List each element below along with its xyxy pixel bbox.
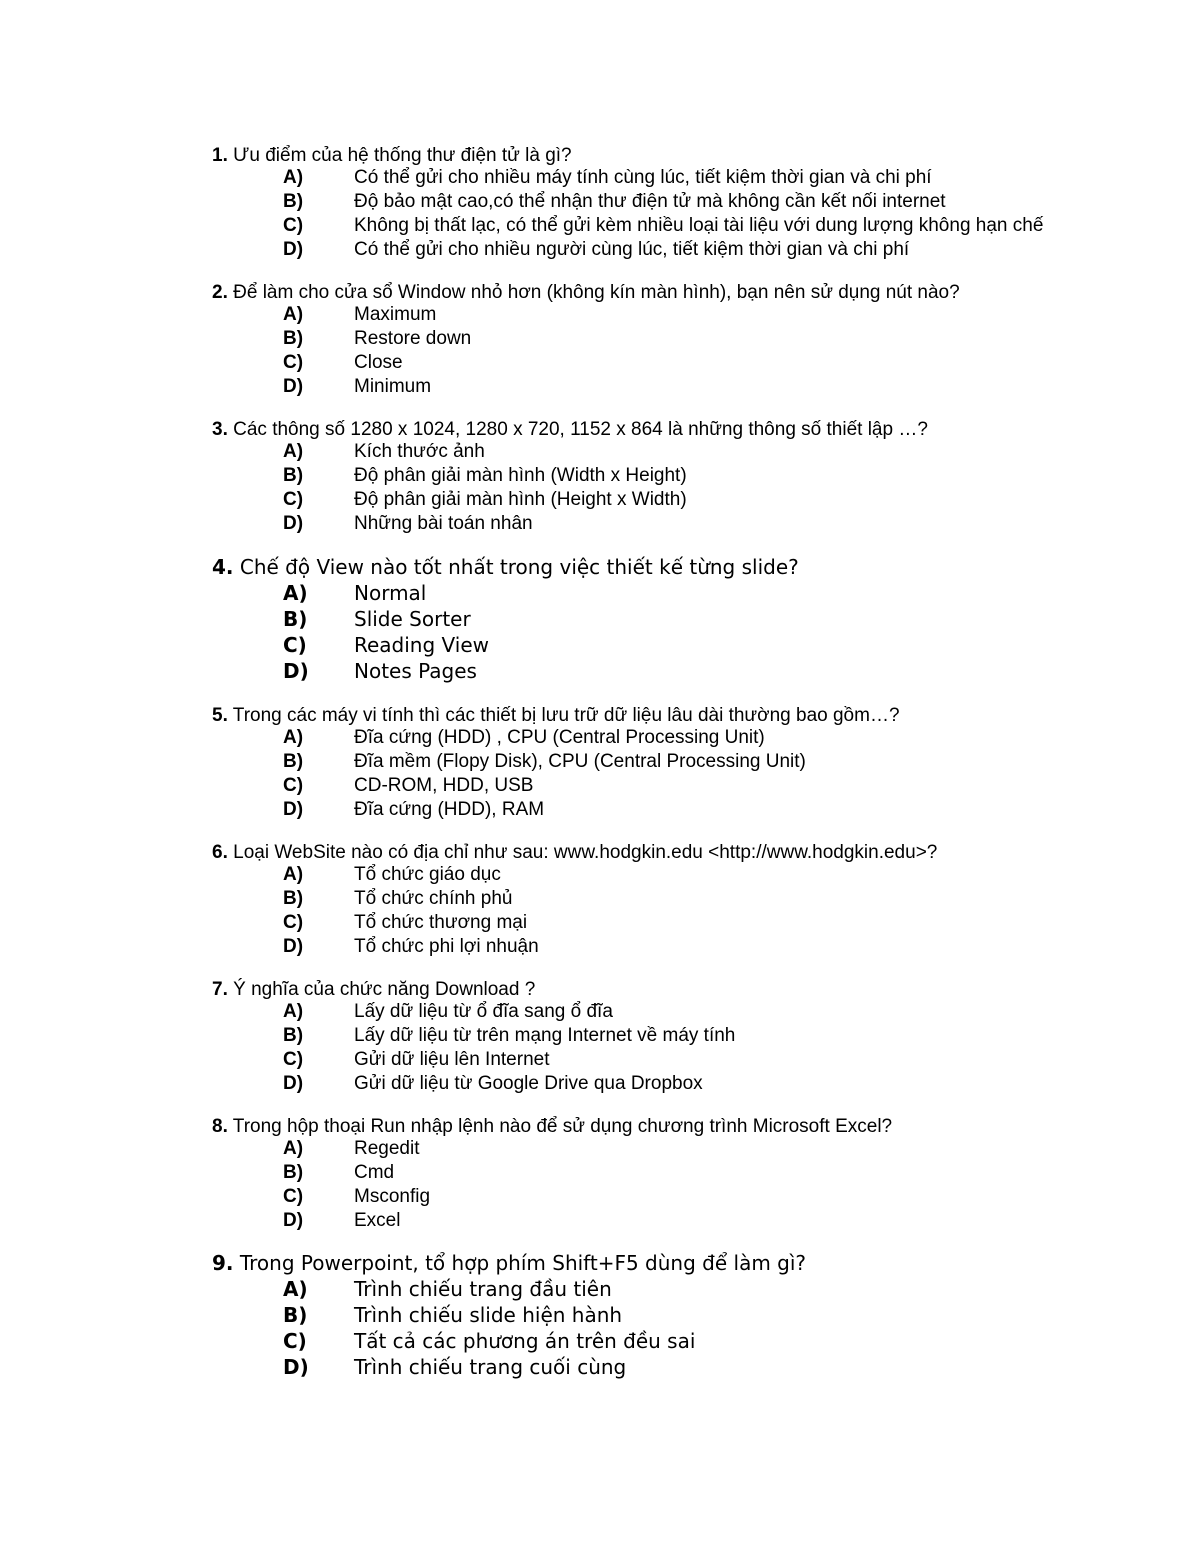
question-text: Để làm cho cửa sổ Window nhỏ hơn (không kín màn hình), bạn nên sử dụng nút nào? (233, 282, 960, 303)
option-letter: C) (283, 1186, 304, 1207)
question-number: 3. (212, 419, 228, 440)
question-4 (212, 557, 1152, 687)
option-letter: C) (283, 489, 304, 510)
option-b (212, 329, 1152, 353)
option-d (212, 937, 1152, 961)
option-text: Tổ chức giáo dục (354, 864, 501, 885)
question-stem (212, 146, 1152, 168)
question-text: Trong Powerpoint, tổ hợp phím Shift+F5 dùng để làm gì? (239, 1251, 807, 1275)
option-a (212, 168, 1152, 192)
option-text: Tất cả các phương án trên đều sai (354, 1329, 696, 1353)
option-d (212, 514, 1152, 538)
option-a (212, 442, 1152, 466)
option-letter: B) (283, 751, 304, 772)
question-9 (212, 1253, 1152, 1383)
option-text: Đĩa mềm (Flopy Disk), CPU (Central Processing Unit) (354, 751, 806, 772)
question-8 (212, 1117, 1152, 1235)
question-7 (212, 980, 1152, 1098)
option-text: Close (354, 352, 403, 373)
option-text: Kích thước ảnh (354, 441, 485, 462)
option-b (212, 1026, 1152, 1050)
option-text: Độ phân giải màn hình (Height x Width) (354, 489, 687, 510)
option-b (212, 609, 1152, 635)
option-text: Slide Sorter (354, 607, 471, 631)
question-text: Ưu điểm của hệ thống thư điện tử là gì? (233, 145, 572, 166)
option-text: Trình chiếu trang cuối cùng (354, 1355, 627, 1379)
option-d (212, 240, 1152, 264)
option-text: Trình chiếu slide hiện hành (354, 1303, 623, 1327)
option-d (212, 1211, 1152, 1235)
option-text: Tổ chức phi lợi nhuận (354, 936, 539, 957)
question-stem (212, 420, 1152, 442)
option-c (212, 1331, 1152, 1357)
option-text: CD-ROM, HDD, USB (354, 775, 534, 796)
option-letter: D) (283, 1073, 304, 1094)
option-letter: C) (283, 1049, 304, 1070)
question-number: 2. (212, 282, 228, 303)
question-text: Loại WebSite nào có địa chỉ như sau: www.hodgkin.edu <http://www.hodgkin.edu>? (233, 842, 938, 863)
question-stem (212, 557, 1152, 583)
question-number: 6. (212, 842, 228, 863)
option-text: Maximum (354, 304, 437, 325)
question-stem (212, 706, 1152, 728)
option-b (212, 752, 1152, 776)
option-letter: A) (283, 581, 308, 605)
question-text: Ý nghĩa của chức năng Download ? (233, 979, 536, 1000)
option-text: Có thể gửi cho nhiều người cùng lúc, tiết kiệm thời gian và chi phí (354, 239, 910, 260)
option-text: Trình chiếu trang đầu tiên (354, 1277, 612, 1301)
option-b (212, 889, 1152, 913)
option-letter: D) (283, 239, 304, 260)
option-text: Lấy dữ liệu từ trên mạng Internet về máy tính (354, 1025, 736, 1046)
option-letter: A) (283, 1277, 308, 1301)
option-c (212, 353, 1152, 377)
option-letter: B) (283, 1303, 308, 1327)
option-c (212, 216, 1152, 240)
option-d (212, 377, 1152, 401)
question-2 (212, 283, 1152, 401)
option-letter: D) (283, 1355, 309, 1379)
option-text: Notes Pages (354, 659, 477, 683)
question-3 (212, 420, 1152, 538)
option-c (212, 1187, 1152, 1211)
question-stem (212, 980, 1152, 1002)
option-b (212, 192, 1152, 216)
question-number: 9. (212, 1251, 234, 1275)
question-stem (212, 1117, 1152, 1139)
option-a (212, 1279, 1152, 1305)
option-a (212, 1002, 1152, 1026)
option-letter: C) (283, 775, 304, 796)
option-a (212, 865, 1152, 889)
question-6 (212, 843, 1152, 961)
option-b (212, 1163, 1152, 1187)
option-letter: C) (283, 215, 304, 236)
question-number: 8. (212, 1116, 228, 1137)
option-letter: A) (283, 864, 304, 885)
option-letter: C) (283, 912, 304, 933)
option-text: Normal (354, 581, 427, 605)
question-number: 4. (212, 555, 234, 579)
option-text: Tổ chức chính phủ (354, 888, 513, 909)
option-letter: A) (283, 727, 304, 748)
option-text: Lấy dữ liệu từ ổ đĩa sang ổ đĩa (354, 1001, 613, 1022)
question-stem (212, 843, 1152, 865)
option-text: Những bài toán nhân (354, 513, 533, 534)
option-c (212, 913, 1152, 937)
option-d (212, 1074, 1152, 1098)
option-letter: C) (283, 352, 304, 373)
option-text: Đĩa cứng (HDD) , CPU (Central Processing Unit) (354, 727, 765, 748)
question-stem (212, 283, 1152, 305)
option-letter: A) (283, 1001, 304, 1022)
question-text: Trong các máy vi tính thì các thiết bị lưu trữ dữ liệu lâu dài thường bao gồm…? (232, 705, 900, 726)
option-c (212, 1050, 1152, 1074)
option-letter: D) (283, 1210, 304, 1231)
option-a (212, 305, 1152, 329)
option-d (212, 661, 1152, 687)
option-text: Regedit (354, 1138, 420, 1159)
option-letter: B) (283, 888, 304, 909)
option-text: Đĩa cứng (HDD), RAM (354, 799, 545, 820)
option-letter: B) (283, 191, 304, 212)
question-text: Chế độ View nào tốt nhất trong việc thiết kế từng slide? (239, 555, 799, 579)
option-text: Gửi dữ liệu lên Internet (354, 1049, 550, 1070)
option-letter: B) (283, 1025, 304, 1046)
option-a (212, 728, 1152, 752)
option-b (212, 466, 1152, 490)
option-a (212, 1139, 1152, 1163)
option-c (212, 776, 1152, 800)
option-b (212, 1305, 1152, 1331)
option-letter: B) (283, 1162, 304, 1183)
option-letter: D) (283, 936, 304, 957)
option-letter: B) (283, 465, 304, 486)
option-letter: A) (283, 304, 304, 325)
option-text: Có thể gửi cho nhiều máy tính cùng lúc, tiết kiệm thời gian và chi phí (354, 167, 932, 188)
option-letter: A) (283, 1138, 304, 1159)
option-letter: D) (283, 513, 304, 534)
question-5 (212, 706, 1152, 824)
option-a (212, 583, 1152, 609)
option-c (212, 635, 1152, 661)
option-text: Reading View (354, 633, 489, 657)
option-text: Gửi dữ liệu từ Google Drive qua Dropbox (354, 1073, 703, 1094)
option-letter: B) (283, 607, 308, 631)
option-text: Restore down (354, 328, 472, 349)
option-letter: A) (283, 167, 304, 188)
option-text: Độ bảo mật cao,có thể nhận thư điện tử mà không cần kết nối internet (354, 191, 946, 212)
question-number: 5. (212, 705, 228, 726)
question-number: 1. (212, 145, 228, 166)
option-text: Cmd (354, 1162, 395, 1183)
question-text: Các thông số 1280 x 1024, 1280 x 720, 1152 x 864 là những thông số thiết lập …? (233, 419, 928, 440)
option-letter: B) (283, 328, 304, 349)
option-d (212, 800, 1152, 824)
option-letter: D) (283, 799, 304, 820)
option-text: Msconfig (354, 1186, 431, 1207)
option-text: Không bị thất lạc, có thể gửi kèm nhiều loại tài liệu với dung lượng không hạn chế (354, 215, 1044, 236)
option-letter: D) (283, 659, 309, 683)
option-letter: A) (283, 441, 304, 462)
option-text: Độ phân giải màn hình (Width x Height) (354, 465, 687, 486)
question-number: 7. (212, 979, 228, 1000)
option-c (212, 490, 1152, 514)
option-text: Tổ chức thương mại (354, 912, 528, 933)
option-letter: D) (283, 376, 304, 397)
question-text: Trong hộp thoại Run nhập lệnh nào để sử dụng chương trình Microsoft Excel? (232, 1116, 893, 1137)
question-1 (212, 146, 1152, 264)
question-stem (212, 1253, 1152, 1279)
option-d (212, 1357, 1152, 1383)
option-text: Excel (354, 1210, 401, 1231)
option-letter: C) (283, 633, 307, 657)
option-text: Minimum (354, 376, 432, 397)
option-letter: C) (283, 1329, 307, 1353)
